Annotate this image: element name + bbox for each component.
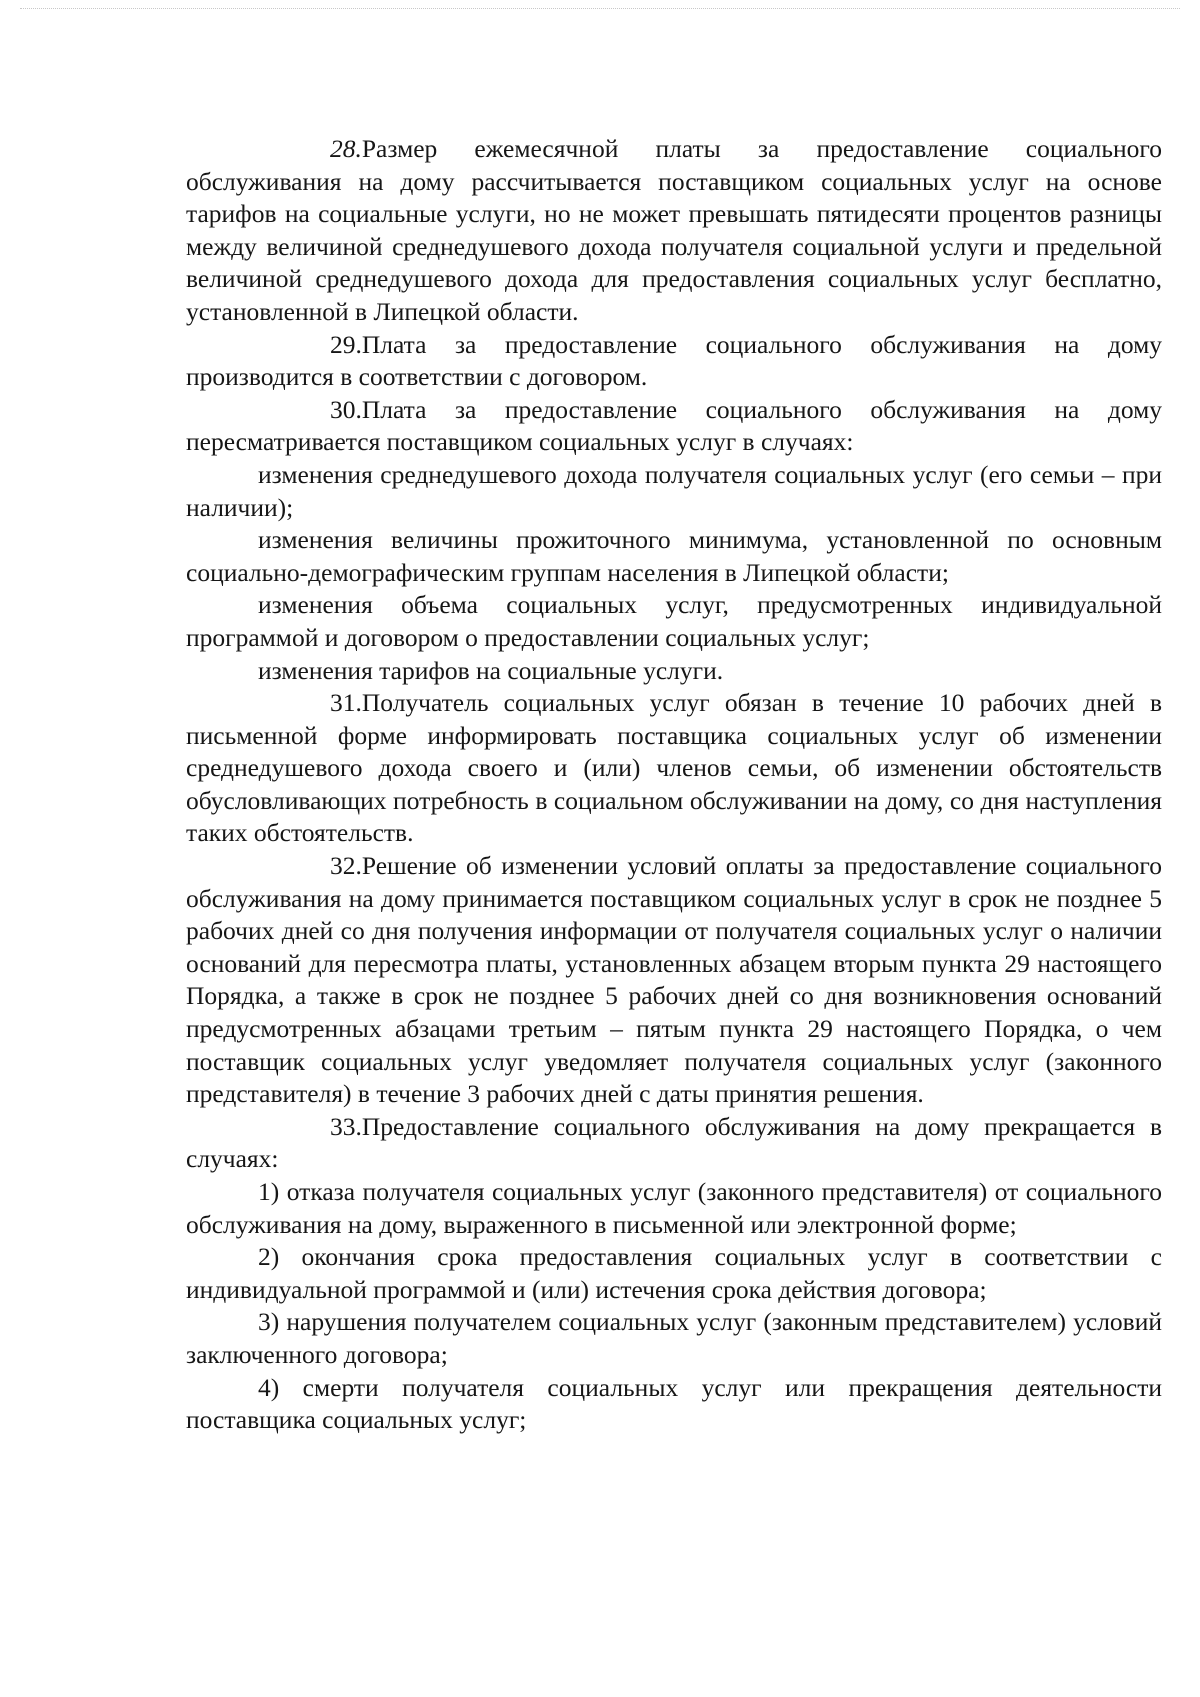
paragraph-text: Предоставление социального обслуживания на дому прекращается в случаях:	[186, 1111, 1162, 1174]
paragraph-text: изменения среднедушевого дохода получателя социальных услуг (его семьи – при наличии);	[186, 459, 1162, 522]
paragraph-30-case-tariffs	[186, 655, 1162, 688]
list-item-33-1	[186, 1176, 1162, 1241]
paragraph-number: 31.	[330, 688, 362, 718]
document-body	[186, 133, 1162, 1437]
paragraph-33	[186, 1111, 1162, 1176]
list-item-number: 2)	[258, 1242, 280, 1272]
list-item-text: нарушения получателем социальных услуг (законным представителем) условий заключенного договора;	[186, 1307, 1162, 1369]
paragraph-text: изменения объема социальных услуг, предусмотренных индивидуальной программой и договором о предоставлении социальных услуг;	[186, 590, 1162, 652]
paragraph-30	[186, 394, 1162, 459]
paragraph-30-case-income	[186, 459, 1162, 524]
paragraph-32	[186, 850, 1162, 1111]
page-top-edge	[20, 8, 1180, 9]
paragraph-text: Размер ежемесячной платы за предоставление социального обслуживания на дому рассчитывается поставщиком социальных услуг на основе тарифов на социальные услуги, но не может превышать пятидесяти процентов разницы между величиной среднедушевого дохода получателя социальной услуги и предельной величиной среднедушевого дохода для предоставления социальных услуг бесплатно, установленной в Липецкой области.	[186, 134, 1162, 326]
paragraph-number: 30.	[330, 394, 362, 424]
paragraph-number: 29.	[330, 329, 362, 359]
paragraph-31	[186, 687, 1162, 850]
paragraph-number: 32.	[330, 851, 362, 881]
paragraph-text: Плата за предоставление социального обслуживания на дому производится в соответствии с договором.	[186, 329, 1162, 392]
list-item-33-2	[186, 1241, 1162, 1306]
paragraph-text: изменения тарифов на социальные услуги.	[258, 655, 724, 685]
paragraph-30-case-minimum	[186, 524, 1162, 589]
list-item-text: смерти получателя социальных услуг или прекращения деятельности поставщика социальных услуг;	[186, 1372, 1163, 1435]
paragraph-text: Получатель социальных услуг обязан в течение 10 рабочих дней в письменной форме информировать поставщика социальных услуг об изменении среднедушевого дохода своего и (или) членов семьи, об изменении обстоятельств обусловливающих потребность в социальном обслуживании на дому, со дня наступления таких обстоятельств.	[186, 688, 1162, 848]
paragraph-number: 28.	[330, 134, 362, 163]
paragraph-number: 33.	[330, 1111, 362, 1141]
paragraph-text: Решение об изменении условий оплаты за предоставление социального обслуживания на дому принимается поставщиком социальных услуг в срок не позднее 5 рабочих дней со дня получения информации от получателя социальных услуг о наличии оснований для пересмотра платы, установленных абзацем вторым пункта 29 настоящего Порядка, а также в срок не позднее 5 рабочих дней со дня возникновения оснований предусмотренных абзацами третьим – пятым пункта 29 настоящего Порядка, о чем поставщик социальных услуг уведомляет получателя социальных услуг (законного представителя) в течение 3 рабочих дней с даты принятия решения.	[186, 851, 1162, 1109]
list-item-number: 4)	[258, 1372, 280, 1402]
list-item-33-4	[186, 1372, 1162, 1437]
list-item-text: окончания срока предоставления социальных услуг в соответствии с индивидуальной программой и (или) истечения срока действия договора;	[186, 1242, 1162, 1304]
list-item-number: 3)	[258, 1307, 280, 1337]
paragraph-28	[186, 133, 1162, 329]
paragraph-30-case-volume	[186, 589, 1162, 654]
list-item-number: 1)	[258, 1177, 280, 1206]
paragraph-29	[186, 329, 1162, 394]
paragraph-text: Плата за предоставление социального обслуживания на дому пересматривается поставщиком социальных услуг в случаях:	[186, 394, 1162, 457]
list-item-text: отказа получателя социальных услуг (законного представителя) от социального обслуживания на дому, выраженного в письменной или электронной форме;	[186, 1177, 1162, 1239]
list-item-33-3	[186, 1306, 1162, 1371]
paragraph-text: изменения величины прожиточного минимума, установленной по основным социально-демографическим группам населения в Липецкой области;	[186, 525, 1162, 587]
